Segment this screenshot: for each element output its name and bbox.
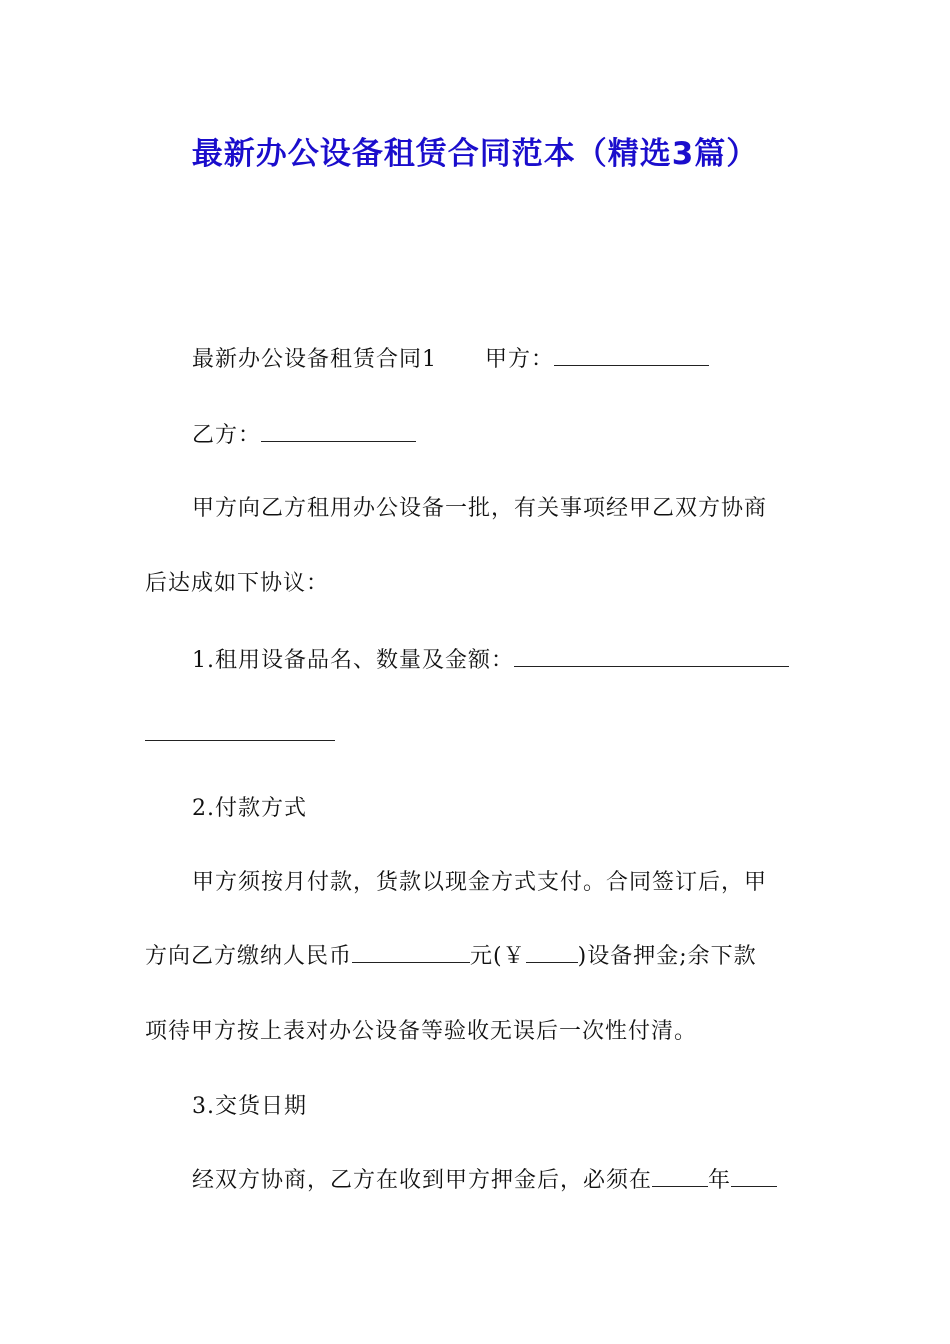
payment-text-b: 元(￥	[470, 944, 526, 969]
delivery-text-b: 年	[708, 1168, 732, 1193]
intro-line-2: 后达成如下协议：	[145, 571, 330, 596]
party-b-blank	[261, 421, 416, 442]
document-title: 最新办公设备租赁合同范本（精选3篇）	[191, 136, 759, 172]
item1-label: 1.租用设备品名、数量及金额：	[192, 648, 514, 673]
payment-line-2	[145, 942, 757, 972]
intro-line-1: 甲方向乙方租用办公设备一批，有关事项经甲乙双方协商	[192, 496, 768, 521]
month-blank	[731, 1166, 777, 1187]
item1-blank-continued	[145, 720, 335, 741]
payment-line-3: 项待甲方按上表对办公设备等验收无误后一次性付清。	[145, 1019, 698, 1044]
item1-blank	[514, 646, 789, 667]
payment-text-a: 方向乙方缴纳人民币	[145, 944, 353, 969]
party-b-label: 乙方：	[192, 423, 262, 448]
party-a-label: 甲方：	[485, 347, 555, 372]
item3-label: 3.交货日期	[192, 1094, 307, 1119]
amount-blank	[352, 942, 470, 963]
party-b-line	[192, 421, 416, 451]
heading-line	[192, 345, 709, 375]
yuan-amount-blank	[526, 942, 578, 963]
delivery-line-1	[192, 1166, 777, 1196]
payment-line-1: 甲方须按月付款，货款以现金方式支付。合同签订后，甲	[192, 870, 768, 895]
payment-text-c: )设备押金;余下款	[577, 944, 757, 969]
contract-heading: 最新办公设备租赁合同1	[192, 347, 437, 372]
year-blank	[652, 1166, 708, 1187]
party-a-blank	[554, 345, 709, 366]
item2-label: 2.付款方式	[192, 796, 307, 821]
item1-continuation	[145, 720, 335, 750]
item1-line	[192, 646, 789, 676]
delivery-text-a: 经双方协商，乙方在收到甲方押金后，必须在	[192, 1168, 653, 1193]
